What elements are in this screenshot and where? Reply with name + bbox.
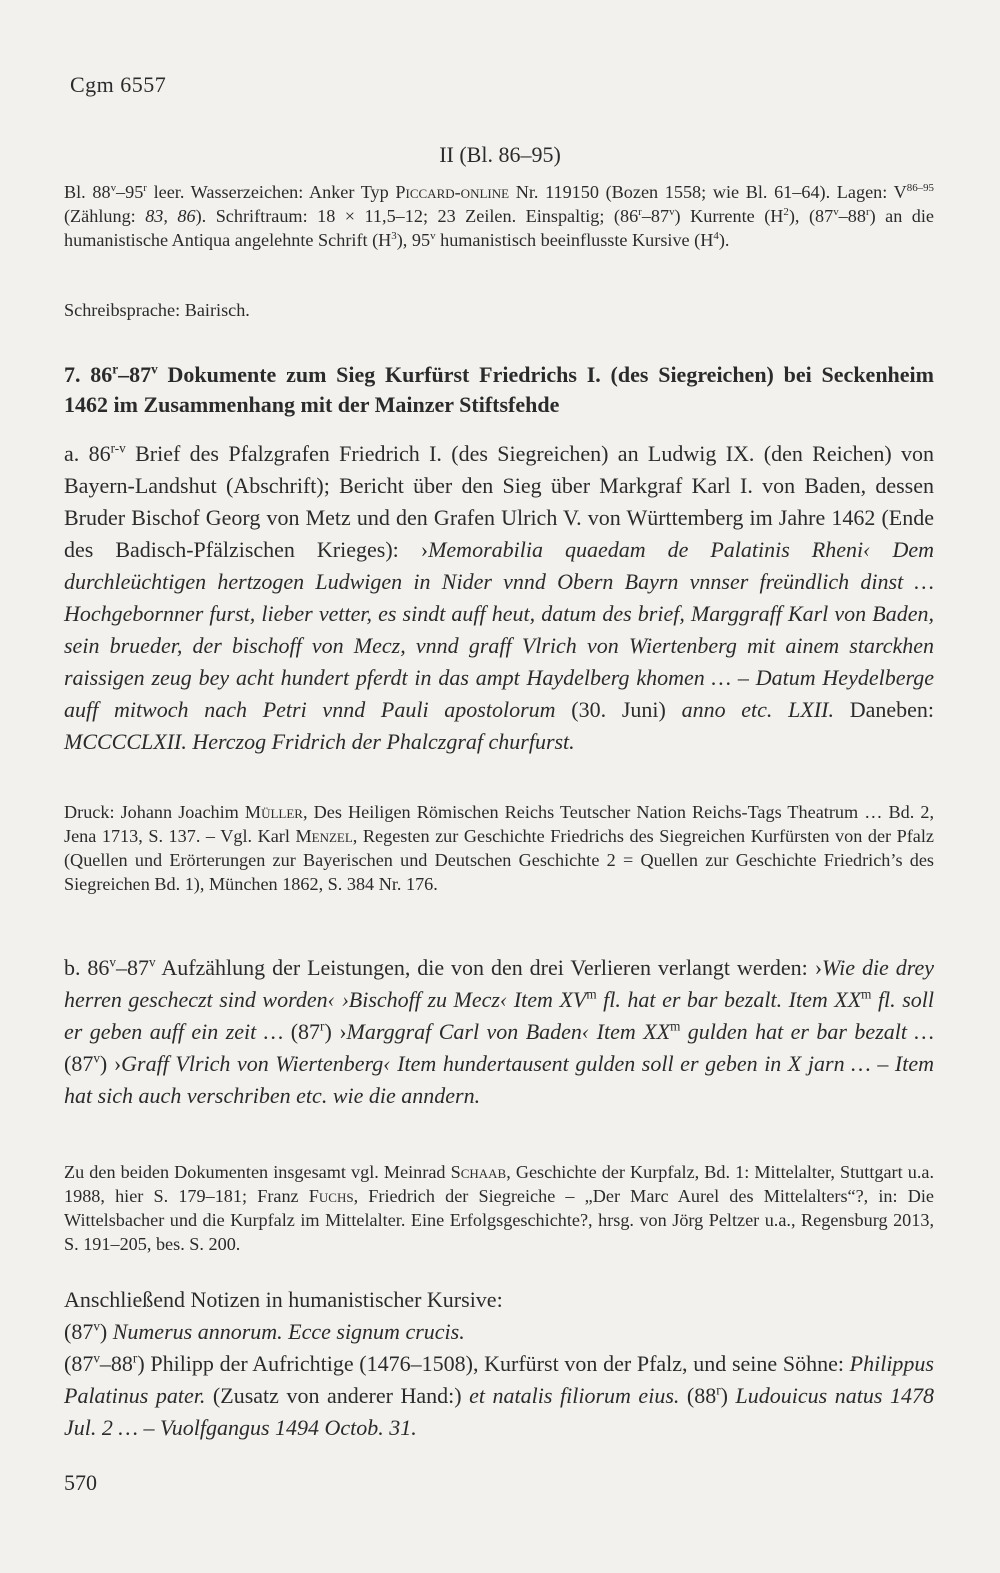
- item-b-literature: Zu den beiden Dokumenten insgesamt vgl. Meinrad Schaab, Geschichte der Kurpfalz, Bd. 1: Mittelalter, Stuttgart u.a. 1988, hier S. 179–181; Franz Fuchs, Friedrich der Siegreiche – „Der Marc Aurel des Mittelalters“?, in: Die Wittelsbacher und die Kurpfalz im Mittelalter. Eine Erfolgsgeschichte?, hrsg. von Jörg Peltzer u.a., Regensburg 2013, S. 191–205, bes. S. 200.: [64, 1162, 935, 1254]
- item-a-literature: Druck: Johann Joachim Müller, Des Heiligen Römischen Reichs Teutscher Nation Reichs-Tags Theatrum … Bd. 2, Jena 1713, S. 137. – Vgl. Karl Menzel, Regesten zur Geschichte Friedrichs des Siegreichen Kurfürsten von der Pfalz (Quellen und Erörterungen zur Bayerischen und Deutschen Geschichte 2 = Quellen zur Geschichte Friedrich’s des Siegreichen Bd. 1), München 1862, S. 384 Nr. 176.: [64, 802, 934, 894]
- scribal-language: Schreibsprache: Bairisch.: [64, 300, 250, 320]
- item-heading: 7. 86$^r$–87$^v$ Dokumente zum Sieg Kurfürst Friedrichs I. (des Siegreichen) bei Seckenheim 1462 im Zusammenhang mit der Mainzer Stiftsfehde: [64, 361, 934, 417]
- note-2: (87$^v$–88$^r$) Philipp der Aufrichtige (1476–1508), Kurfürst von der Pfalz, und seine Söhne: Philippus Palatinus pater. (Zusatz von anderer Hand:) et natalis filiorum eius. (88$^r$) Ludouicus natus 1478 Jul. 2 … – Vuolfgangus 1494 Octob. 31.: [64, 1350, 934, 1440]
- item-a-paragraph: a. 86$^{r-v}$ Brief des Pfalzgrafen Friedrich I. (des Siegreichen) an Ludwig IX. (den Reichen) von Bayern-Landshut (Abschrift); Bericht über den Sieg über Markgraf Karl I. von Baden, dessen Bruder Bischof Georg von Metz und den Grafen Ulrich V. von Württemberg im Jahre 1462 (Ende des Badisch-Pfälzischen Krieges): ›Memorabilia quaedam de Palatinis Rheni‹ Dem durchleüchtigen hertzogen Ludwigen in Nider vnnd Obern Bayrn vnnser freündlich dinst … Hochgebornner furst, lieber vetter, es sindt auff heut, datum des brief, Marggraff Karl von Baden, sein brueder, der bischoff von Mecz, vnnd graff Vlrich von Wiertenberg mit ainem starckhen raissigen zeug bey acht hundert pferdt in das ampt Haydelberg khomen … – Datum Heydelberge auff mitwoch nach Petri vnnd Pauli apostolorum (30. Juni) anno etc. LXII. Daneben: MCCCCLXII. Herczog Fridrich der Phalczgraf churfurst.: [64, 440, 935, 754]
- notes-intro: Anschließend Notizen in humanistischer Kursive:: [64, 1287, 503, 1312]
- running-head: Cgm 6557: [70, 72, 167, 97]
- page-number: 570: [64, 1470, 97, 1495]
- codicology-paragraph: Bl. 88$^v$–95$^r$ leer. Wasserzeichen: Anker Typ Piccard-online Nr. 119150 (Bozen 1558; wie Bl. 61–64). Lagen: $V^{86-95}$ (Zählung: 83, 86). Schriftraum: 18 × 11,5–12; 23 Zeilen. Einspaltig; (86$^r$–87$^v$) Kurrente $(H^2)$, (87$^v$–88$^r$) an die humanistische Antiqua angelehnte Schrift $(H^3)$, 95$^v$ humanistisch beeinflusste Kursive $(H^4)$.: [64, 181, 934, 250]
- item-b-paragraph: b. 86$^v$–87$^v$ Aufzählung der Leistungen, die von den drei Verlieren verlangt werden: ›Wie die drey herren gescheczt sind worden‹ ›Bischoff zu Mecz‹ Item $XV^m$ fl. hat er bar bezalt. Item $XX^m$ fl. soll er geben auff ein zeit … (87$^r$) ›Marggraf Carl von Baden‹ Item $XX^m$ gulden hat er bar bezalt … (87$^v$) ›Graff Vlrich von Wiertenberg‹ Item hundertausent gulden soll er geben in X jarn … – Item hat sich auch verschriben etc. wie die anndern.: [64, 954, 935, 1108]
- section-title: II (Bl. 86–95): [439, 142, 561, 167]
- note-1: (87$^v$) Numerus annorum. Ecce signum crucis.: [64, 1318, 465, 1344]
